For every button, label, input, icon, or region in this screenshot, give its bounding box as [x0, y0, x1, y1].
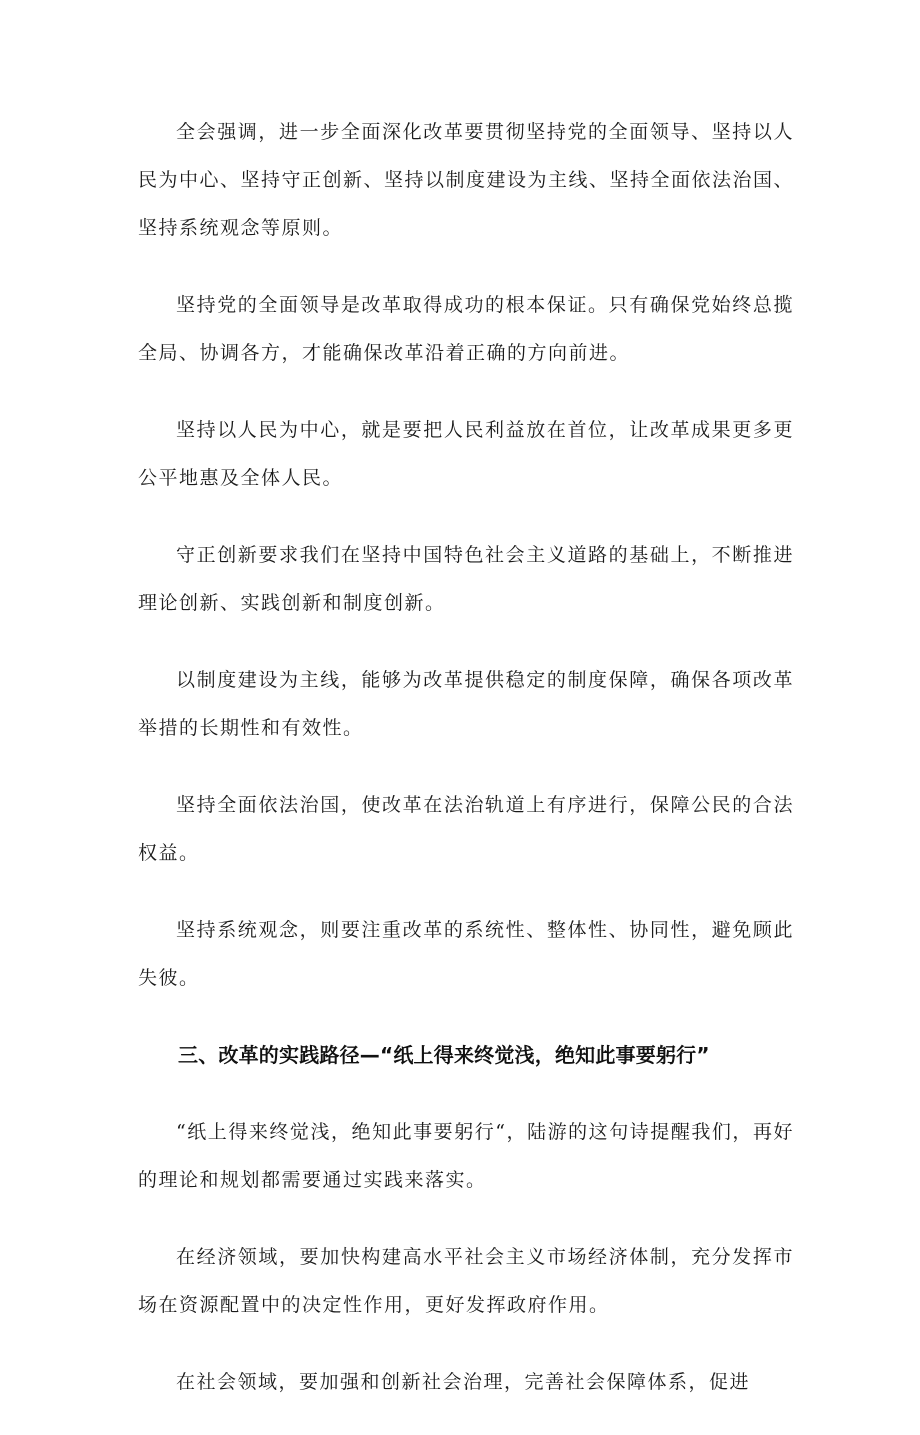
paragraph-practice-quote: “纸上得来终觉浅，绝知此事要躬行“，陆游的这句诗提醒我们，再好的理论和规划都需要通过实践来落实。 [138, 1121, 794, 1191]
paragraph-institution-building: 以制度建设为主线，能够为改革提供稳定的制度保障，确保各项改革举措的长期性和有效性。 [138, 669, 794, 739]
paragraph-systems-thinking: 坚持系统观念，则要注重改革的系统性、整体性、协同性，避免顾此失彼。 [138, 919, 794, 989]
paragraph-rule-of-law: 坚持全面依法治国，使改革在法治轨道上有序进行，保障公民的合法权益。 [138, 794, 794, 864]
paragraph-party-leadership: 坚持党的全面领导是改革取得成功的根本保证。只有确保党始终总揽全局、协调各方，才能确保改革沿着正确的方向前进。 [138, 294, 794, 364]
paragraph-principles: 全会强调，进一步全面深化改革要贯彻坚持党的全面领导、坚持以人民为中心、坚持守正创新、坚持以制度建设为主线、坚持全面依法治国、坚持系统观念等原则。 [138, 121, 795, 239]
paragraph-social-field: 在社会领域，要加强和创新社会治理，完善社会保障体系，促进 [176, 1371, 751, 1393]
paragraph-people-centered: 坚持以人民为中心，就是要把人民利益放在首位，让改革成果更多更公平地惠及全体人民。 [138, 419, 794, 489]
paragraph-innovation: 守正创新要求我们在坚持中国特色社会主义道路的基础上，不断推进理论创新、实践创新和制度创新。 [138, 544, 794, 614]
paragraph-economic-field: 在经济领域，要加快构建高水平社会主义市场经济体制，充分发挥市场在资源配置中的决定性作用，更好发挥政府作用。 [138, 1246, 794, 1316]
document-body [138, 108, 794, 1435]
section-heading: 三、改革的实践路径—“纸上得来终觉浅，绝知此事要躬行” [178, 1043, 710, 1067]
